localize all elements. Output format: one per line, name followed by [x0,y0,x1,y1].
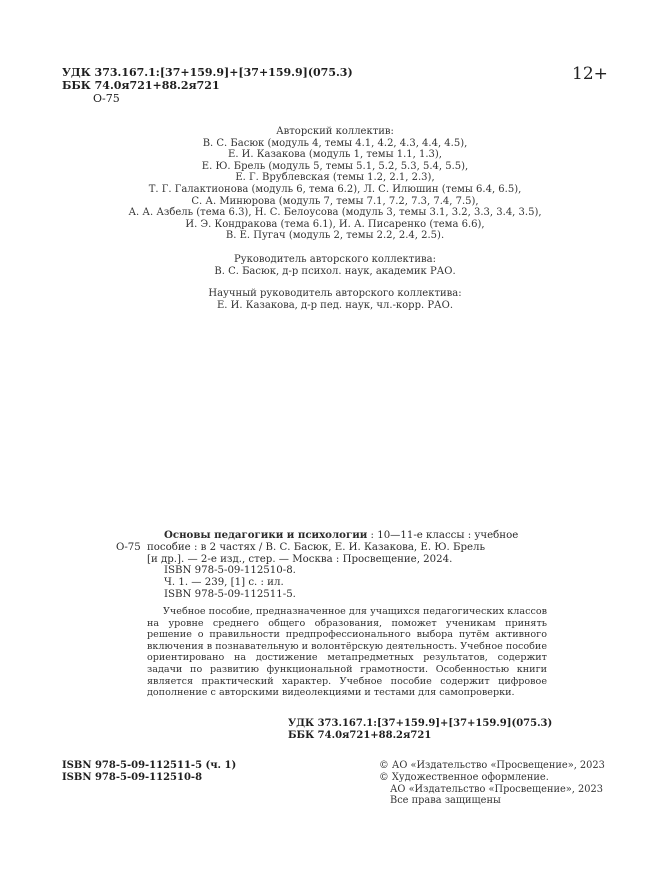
head-label: Руководитель авторского коллектива: [234,254,436,265]
authors-heading: Авторский коллектив: [276,126,394,137]
age-rating: 12+ [572,64,608,84]
card-isbn-set: ISBN 978-5-09-112510-8. [164,565,296,577]
author-line: И. Э. Кондракова (тема 6.1), И. А. Писаренко (тема 6.6), [185,218,485,230]
copyright-block [379,760,605,807]
author-mark: О-75 [93,92,120,105]
scientific-head-label: Научный руководитель авторского коллектива: [208,288,462,300]
card-part: Ч. 1. — 239, [1] с. : ил. [164,577,284,589]
author-line: В. С. Басюк (модуль 4, темы 4.1, 4.2, 4.3, 4.4, 4.5), [202,137,468,149]
leaders-block [90,254,580,311]
author-line: В. Е. Пугач (модуль 2, темы 2.2, 2.4, 2.5). [225,230,445,242]
isbn-block [62,760,236,784]
book-title: Основы педагогики и психологии [164,529,368,541]
card-title-line [164,530,518,542]
classification-block-bottom [288,718,552,742]
classification-block-top [62,66,353,105]
copyright-publisher: © АО «Издательство «Просвещение», 2023 [379,760,605,771]
bbk-code: ББК 74.0я721+88.2я721 [62,79,220,92]
scientific-head-name: Е. И. Казакова, д-р пед. наук, чл.-корр. РАО. [216,299,454,311]
isbn-set: ISBN 978-5-09-112510-8 [62,771,203,783]
author-line: А. А. Азбель (тема 6.3), Н. С. Белоусова (модуль 3, темы 3.1, 3.2, 3.3, 3.4, 3.5), [128,207,542,219]
udk-code: УДК 373.167.1:[37+159.9]+[37+159.9](075.3) [62,66,353,79]
author-line: Е. И. Казакова (модуль 1, темы 1.1, 1.3), [228,149,442,161]
head-name: В. С. Басюк, д-р психол. наук, академик РАО. [214,265,456,277]
rights-reserved: Все права защищены [390,795,501,807]
author-line: Е. Ю. Брель (модуль 5, темы 5.1, 5.2, 5.3, 5.4, 5.5), [201,160,469,172]
card-line-3: [и др.]. — 2-е изд., стер. — Москва : Просвещение, 2024. [147,553,453,565]
card-isbn-part: ISBN 978-5-09-112511-5. [164,589,296,600]
book-subtitle: : 10—11-е классы : учебное [367,530,519,541]
abstract [147,606,547,699]
authors-block [90,126,580,242]
isbn-part-1: ISBN 978-5-09-112511-5 (ч. 1) [62,760,237,771]
author-line: С. А. Минюрова (модуль 7, темы 7.1, 7.2, 7.3, 7.4, 7.5), [191,195,479,207]
author-line: Е. Г. Врублевская (темы 1.2, 2.1, 2.3), [235,172,435,184]
card-line-2: пособие : в 2 частях / В. С. Басюк, Е. И. Казакова, Е. Ю. Брель [147,541,486,553]
author-line: Т. Г. Галактионова (модуль 6, тема 6.2), Л. С. Илюшин (темы 6.4, 6.5), [148,183,522,195]
card-author-mark: О-75 [116,541,141,553]
copyright-design-owner: АО «Издательство «Просвещение», 2023 [390,783,603,795]
udk-code-bottom: УДК 373.167.1:[37+159.9]+[37+159.9](075.3) [288,718,553,729]
copyright-design: © Художественное оформление. [379,771,549,783]
bbk-code-bottom: ББК 74.0я721+88.2я721 [288,729,432,741]
abstract-text: Учебное пособие, предназначенное для учащихся педагогических классов на уровне среднего общего образования, поможет ученикам принять решение о правильности предпрофессионального выбора путём активного включения в познавательную и волонтёрскую деятельность. Учебное пособие ориентировано на достижение метапредметных результатов, содержит задачи по развитию функциональной грамотности. Особенностью книги является практический характер. Учебное пособие содержит цифровое дополнение с авторскими видеолекциями и тестами для самопроверки. [147,606,547,699]
